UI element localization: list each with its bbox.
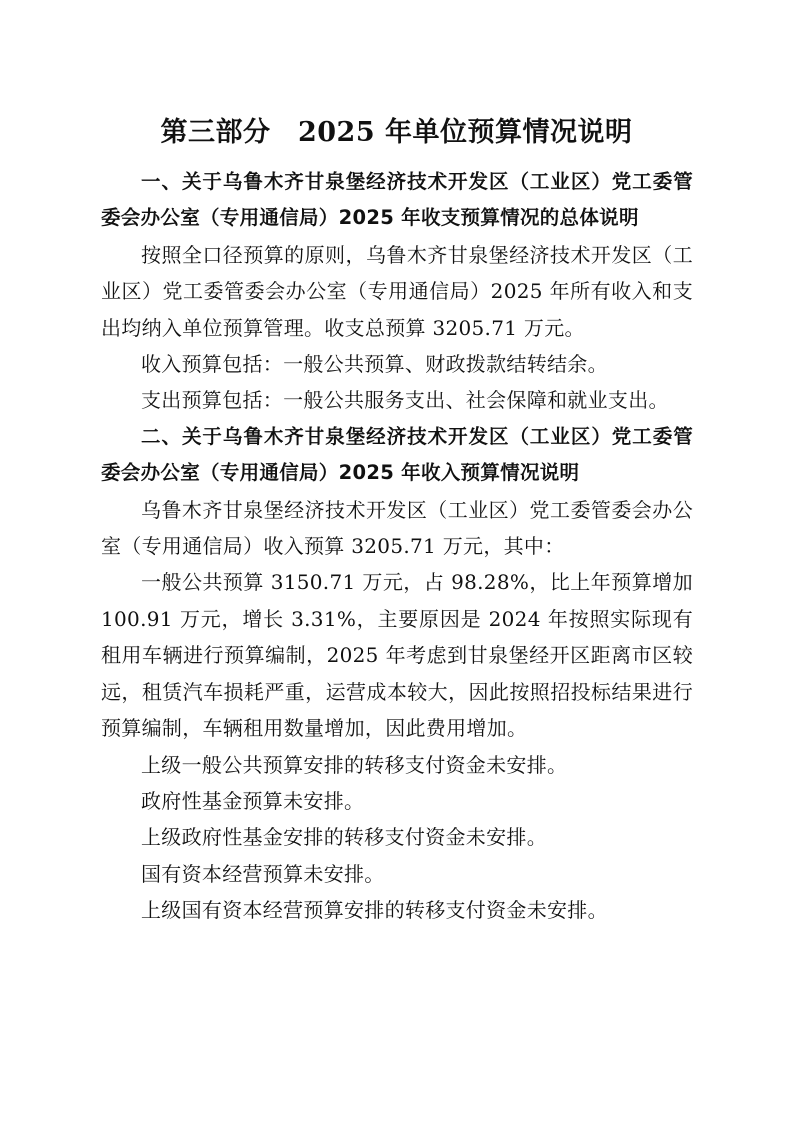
section-2-heading: 二、关于乌鲁木齐甘泉堡经济技术开发区（工业区）党工委管委会办公室（专用通信局）2025 年收入预算情况说明 [101, 424, 693, 485]
section-2-paragraph-3: 上级一般公共预算安排的转移支付资金未安排。 [141, 752, 568, 777]
section-2-paragraph-1: 乌鲁木齐甘泉堡经济技术开发区（工业区）党工委管委会办公室（专用通信局）收入预算 3205.71 万元，其中： [101, 497, 693, 559]
section-2-paragraph-6: 国有资本经营预算未安排。 [141, 861, 385, 886]
page-title: 第三部分 2025 年单位预算情况说明 [160, 117, 633, 148]
section-2-paragraph-7: 上级国有资本经营预算安排的转移支付资金未安排。 [141, 898, 608, 923]
document-body [101, 164, 693, 929]
section-2-paragraph-4: 政府性基金预算未安排。 [141, 788, 365, 813]
section-1-heading: 一、关于乌鲁木齐甘泉堡经济技术开发区（工业区）党工委管委会办公室（专用通信局）2025 年收支预算情况的总体说明 [101, 170, 693, 230]
section-2-paragraph-5: 上级政府性基金安排的转移支付资金未安排。 [141, 825, 547, 850]
section-1-paragraph-1: 按照全口径预算的原则，乌鲁木齐甘泉堡经济技术开发区（工业区）党工委管委会办公室（专用通信局）2025 年所有收入和支出均纳入单位预算管理。收支总预算 3205.71 万元。 [101, 242, 693, 340]
section-1-paragraph-3: 支出预算包括：一般公共服务支出、社会保障和就业支出。 [141, 388, 669, 413]
section-2-paragraph-2: 一般公共预算 3150.71 万元，占 98.28%，比上年预算增加 100.91 万元，增长 3.31%，主要原因是 2024 年按照实际现有租用车辆进行预算编制，2025 年考虑到甘泉堡经开区距离市区较远，租赁汽车损耗严重，运营成本较大，因此按照招投标结果进行预算编制，车辆租用数量增加，因此费用增加。 [101, 570, 693, 741]
section-1-paragraph-2: 收入预算包括：一般公共预算、财政拨款结转结余。 [141, 352, 608, 377]
